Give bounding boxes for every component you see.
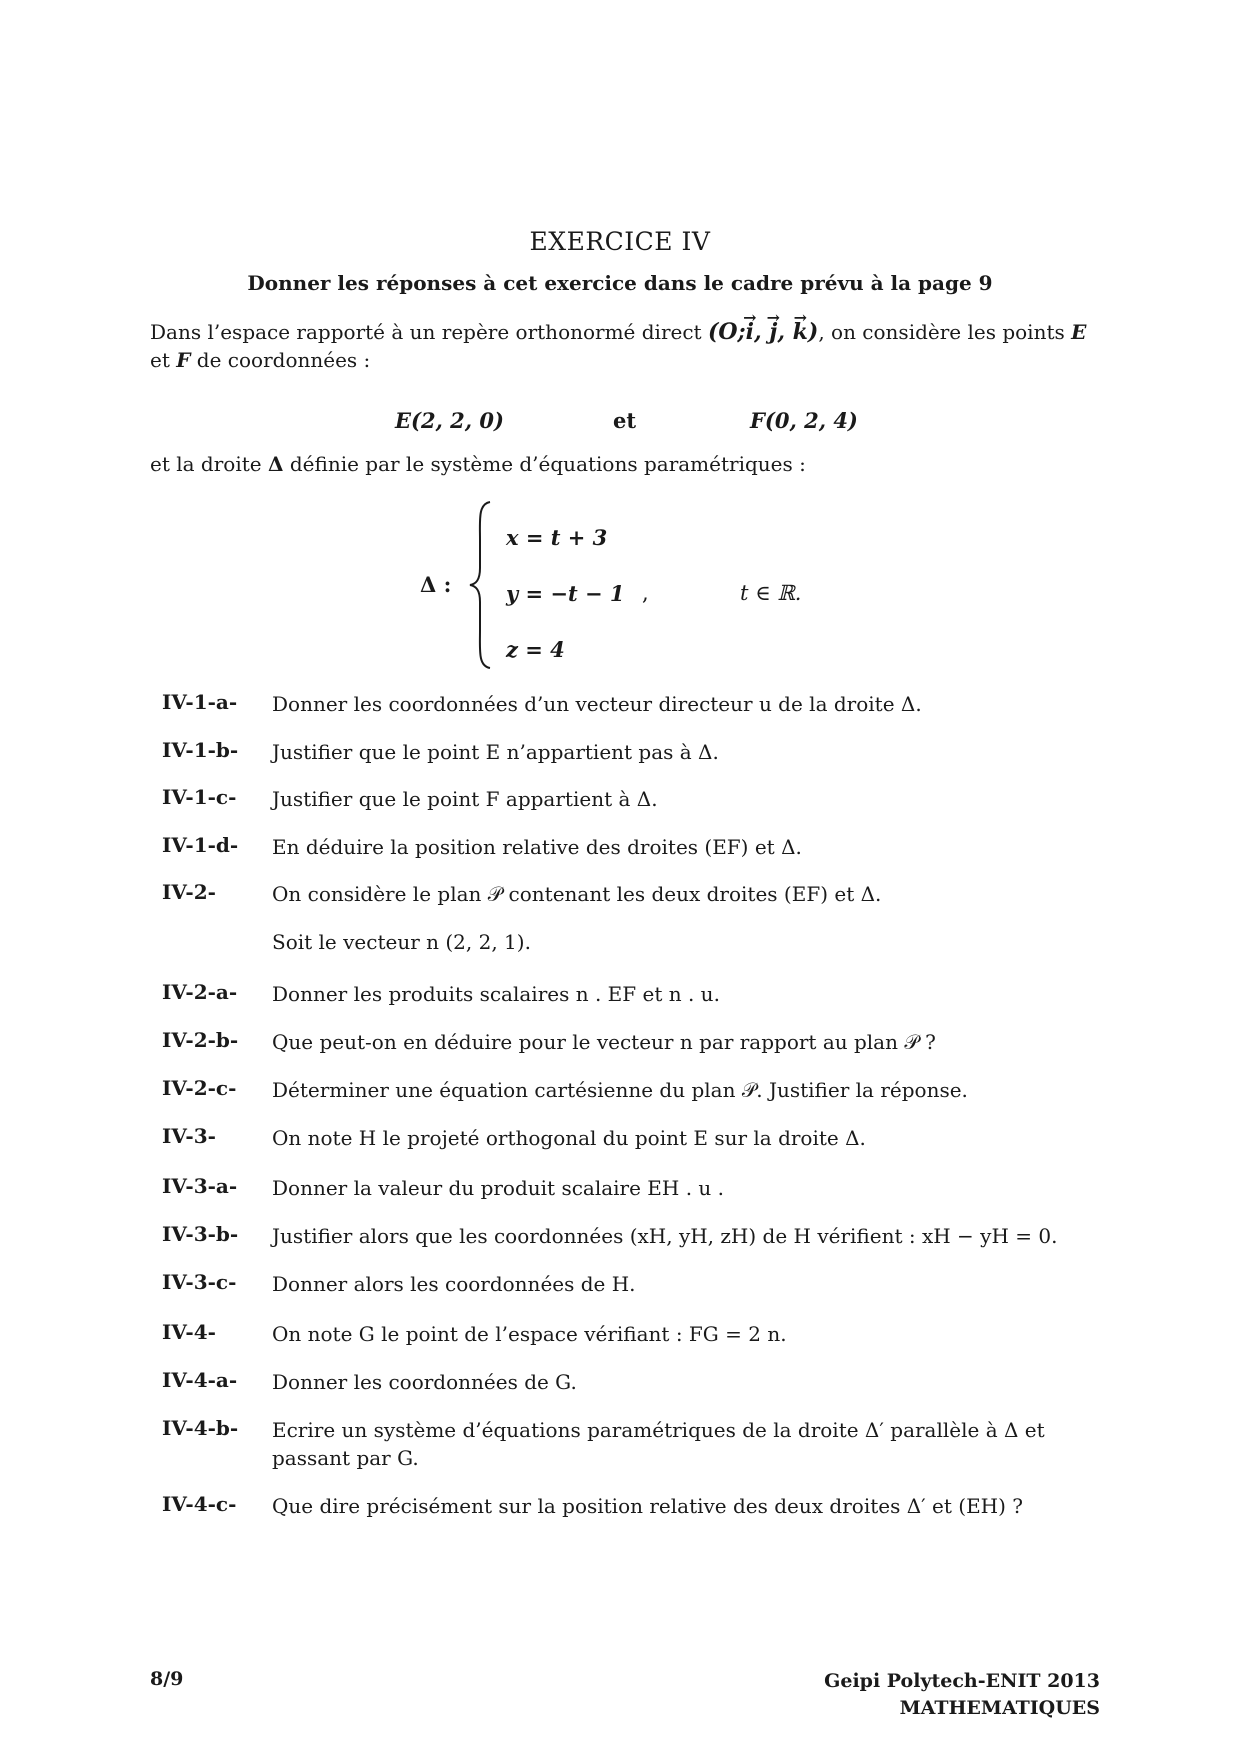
question-text: Donner les coordonnées d’un vecteur directeur u de la droite Δ. — [272, 692, 922, 716]
question-label: IV-4- — [162, 1320, 216, 1344]
question-text: On note G le point de l’espace vérifiant : FG = 2 n. — [272, 1322, 787, 1346]
equation-x: x = t + 3 — [506, 525, 608, 550]
question-label: IV-1-c- — [162, 785, 237, 809]
point-e-coordinates: E(2, 2, 0) — [395, 408, 504, 433]
question-label: IV-4-a- — [162, 1368, 238, 1392]
and-connector: et — [613, 408, 637, 433]
question-text: Donner les produits scalaires n . EF et n . u. — [272, 982, 720, 1006]
question-text: Donner les coordonnées de G. — [272, 1370, 577, 1394]
question-label: IV-1-d- — [162, 833, 239, 857]
intro-paragraph — [150, 318, 1105, 374]
point-e-label: E — [1071, 320, 1087, 344]
question-text: Que peut-on en déduire pour le vecteur n par rapport au plan 𝒫 ? — [272, 1030, 936, 1054]
question-text: Soit le vecteur n (2, 2, 1). — [272, 930, 531, 954]
equation-comma: , — [642, 581, 649, 605]
question-label: IV-4-c- — [162, 1492, 237, 1516]
vector-i: → i — [746, 318, 754, 346]
subject-name: MATHEMATIQUES — [899, 1697, 1100, 1719]
question-text: Que dire précisément sur la position relative des deux droites Δ′ et (EH) ? — [272, 1494, 1024, 1518]
intro-text-3: et — [150, 348, 177, 372]
intro-text-4: de coordonnées : — [190, 348, 371, 372]
question-text: En déduire la position relative des droites (EF) et Δ. — [272, 835, 802, 859]
page-number: 8/9 — [150, 1668, 184, 1690]
question-label: IV-3-a- — [162, 1174, 238, 1198]
point-f-coordinates: F(0, 2, 4) — [750, 408, 858, 433]
system-label: Δ : — [420, 572, 452, 597]
question-text: Donner alors les coordonnées de H. — [272, 1272, 636, 1296]
equation-z: z = 4 — [506, 637, 565, 662]
question-label: IV-2-c- — [162, 1076, 237, 1100]
question-text: Justifier alors que les coordonnées (xH, yH, zH) de H vérifient : xH − yH = 0. — [272, 1224, 1058, 1248]
line-definition: et la droite Δ définie par le système d’équations paramétriques : — [150, 452, 806, 476]
question-text: Justifier que le point F appartient à Δ. — [272, 787, 658, 811]
delta-symbol: Δ — [267, 452, 284, 476]
exercise-instruction: Donner les réponses à cet exercice dans le cadre prévu à la page 9 — [247, 271, 993, 295]
footer-info — [824, 1668, 1100, 1722]
vector-j: → j — [769, 318, 777, 346]
question-text: On considère le plan 𝒫 contenant les deux droites (EF) et Δ. — [272, 882, 882, 906]
question-text: Donner la valeur du produit scalaire EH . u . — [272, 1176, 725, 1200]
question-label: IV-3- — [162, 1124, 216, 1148]
question-label: IV-3-b- — [162, 1222, 239, 1246]
exam-name: Geipi Polytech-ENIT 2013 — [824, 1670, 1100, 1692]
question-text: On note H le projeté orthogonal du point E sur la droite Δ. — [272, 1126, 866, 1150]
question-label: IV-4-b- — [162, 1416, 239, 1440]
question-label: IV-3-c- — [162, 1270, 237, 1294]
point-f-label: F — [176, 348, 191, 372]
question-label: IV-2-a- — [162, 980, 238, 1004]
equation-y: y = −t − 1 — [506, 581, 625, 606]
intro-text-2: , on considère les points — [818, 320, 1072, 344]
question-label: IV-2-b- — [162, 1028, 239, 1052]
question-label: IV-2- — [162, 880, 216, 904]
left-brace — [468, 500, 494, 670]
parameter-domain: t ∈ ℝ. — [740, 581, 802, 605]
question-text: Justifier que le point E n’appartient pas à Δ. — [272, 740, 719, 764]
frame-notation: (O;→ i, → j, → k) — [708, 319, 818, 345]
intro-text-1: Dans l’espace rapporté à un repère orthonormé direct — [150, 320, 708, 344]
question-text: Ecrire un système d’équations paramétriques de la droite Δ′ parallèle à Δ et passant par G. — [272, 1418, 1045, 1470]
exercise-title: EXERCICE IV — [529, 227, 711, 256]
question-text: Déterminer une équation cartésienne du plan 𝒫. Justifier la réponse. — [272, 1078, 968, 1102]
question-label: IV-1-b- — [162, 738, 239, 762]
vector-k: → k — [793, 318, 808, 346]
question-label: IV-1-a- — [162, 690, 238, 714]
